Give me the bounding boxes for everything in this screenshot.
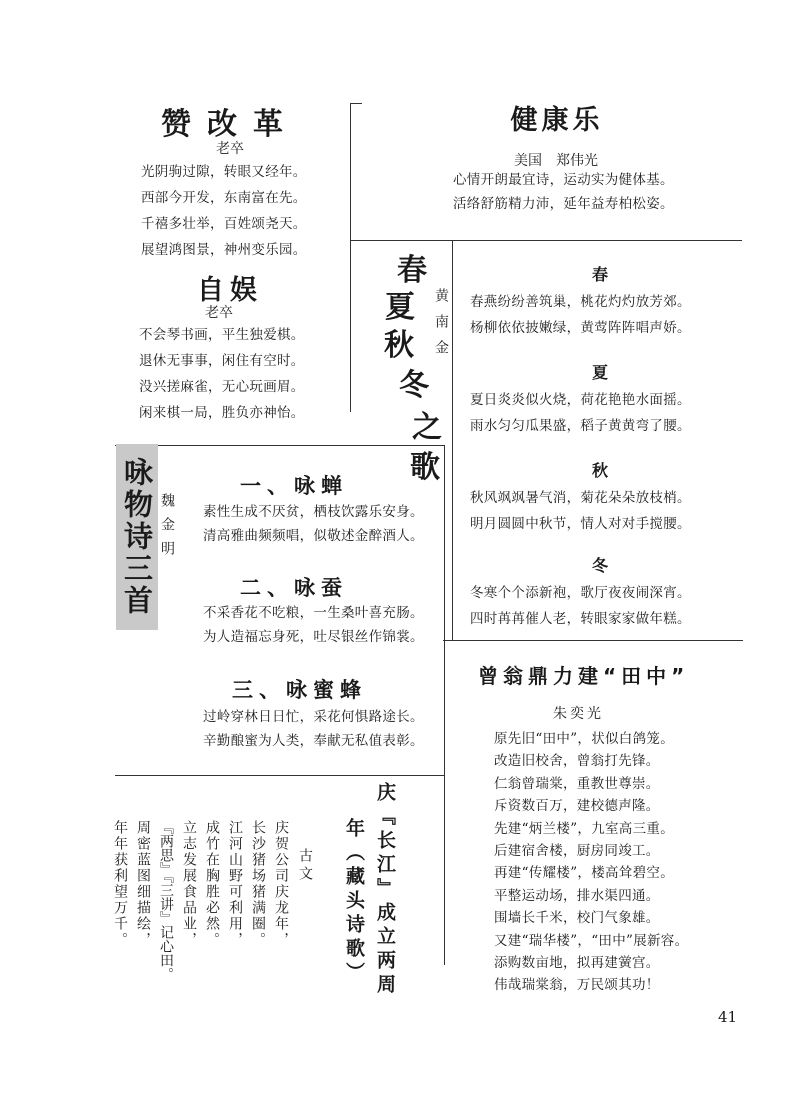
title-char-ge: 歌 (410, 450, 440, 485)
poem-title-yong-mifeng: 三、咏蜜蜂 (232, 678, 367, 702)
title-char-chun: 春 (397, 253, 427, 288)
poem-line: 过岭穿林日日忙，采花何惧路途长。 (203, 709, 424, 725)
poem-line: 秋风飒飒暑气消，菊花朵朵放枝梢。 (470, 490, 691, 506)
poem-line: 心情开朗最宜诗，运动实为健体基。 (453, 172, 674, 188)
poem-author-zengweng: 朱奕光 (553, 706, 604, 722)
season-title: 夏 (591, 363, 608, 382)
poem-line: 仁翁曾瑞棠，重教世尊崇。 (494, 775, 660, 792)
poem-author-yongwu: 魏金明 (159, 493, 175, 565)
divider-top-left-top (350, 103, 362, 104)
poem-line: 辛勤酿蜜为人类，奉献无私值表彰。 (203, 733, 424, 749)
poem-line: 先建“炳兰楼”，九室高三重。 (494, 820, 675, 837)
poem-line: 明月圆圆中秋节，情人对对手搅腰。 (470, 516, 691, 532)
poem-line: 原先旧“田中”，状似白鸽笼。 (494, 731, 675, 747)
page-number: 41 (718, 1008, 738, 1026)
poem-title-zi-yu: 自娱 (197, 275, 263, 306)
poem-title-yong-chan: 一、咏蝉 (240, 474, 348, 498)
poem-title-zan-gaige: 赞改革 (161, 107, 299, 142)
poem-col: 立志发展食品业， (181, 820, 197, 948)
poem-line: 杨柳依依披嫩绿，黄莺阵阵唱声娇。 (470, 320, 691, 336)
poem-line: 闲来棋一局，胜负亦神怡。 (139, 405, 305, 421)
poem-title-yongwu: 咏物诗三首 (120, 457, 154, 617)
season-title: 冬 (591, 556, 608, 575)
poem-body-zengweng (494, 728, 688, 997)
poem-line: 没兴搓麻雀，无心玩画眉。 (139, 379, 305, 395)
poem-line: 雨水匀匀瓜果盛，稻子黄黄弯了腰。 (470, 418, 691, 434)
poem-line: 春燕纷纷善筑巢，桃花灼灼放芳郊。 (470, 294, 691, 310)
poem-line: 伟哉瑞棠翁，万民颂其功！ (494, 977, 660, 994)
season-block-autumn (470, 458, 730, 537)
divider-yongwu-bottom (115, 775, 445, 776)
poem-col: 庆贺公司庆龙年， (273, 820, 289, 948)
season-title: 春 (591, 265, 608, 284)
title-char-dong: 冬 (399, 368, 429, 403)
poem-line: 围墙长千米，校门气象雄。 (494, 910, 660, 927)
poem-col: 年年获利望万千。 (112, 820, 128, 948)
poem-col: 成竹在胸胜必然。 (204, 820, 220, 948)
title-char-zhi: 之 (412, 410, 442, 445)
poem-line: 再建“传耀楼”，楼高耸碧空。 (494, 865, 675, 882)
poem-col: 江河山野可利用， (227, 820, 243, 948)
poem-author-jiankang: 美国 郑伟光 (514, 153, 598, 169)
poem-line: 千禧多壮举，百姓颂尧天。 (141, 216, 307, 232)
poem-col: 『两思』『三讲』记心田。 (158, 820, 174, 981)
poem-line: 活络舒筋精力沛，延年益寿柏松姿。 (453, 196, 674, 212)
season-block-winter (470, 553, 730, 632)
poem-body-zan-gaige (141, 159, 307, 263)
poem-line: 光阴驹过隙，转眼又经年。 (141, 164, 307, 180)
poem-col: 周密蓝图细描绘， (135, 820, 151, 948)
poem-line: 后建宿舍楼，厨房同竣工。 (494, 843, 660, 860)
poem-line: 不采香花不吃粮，一生桑叶喜充肠。 (203, 605, 424, 621)
poem-line: 又建“瑞华楼”，“田中”展新容。 (494, 932, 689, 949)
divider-horizontal-mid (350, 240, 742, 241)
poem-author-zan-gaige: 老卒 (216, 141, 244, 157)
divider-top-left-right (350, 103, 351, 240)
divider-season-left (452, 240, 453, 640)
poem-line: 不会琴书画，平生独爱棋。 (139, 327, 305, 343)
poem-title-zengweng: 曾翁鼎力建“田中” (478, 664, 690, 688)
poem-line: 四时苒苒催人老，转眼家家做年糕。 (470, 611, 691, 627)
poem-line: 平整运动场，排水渠四通。 (494, 887, 660, 904)
poem-line: 清高雅曲频频唱，似敬述金醉酒人。 (203, 528, 424, 544)
poem-body-jiankang (453, 168, 674, 216)
poem-line: 改造旧校舍，曾翁打先锋。 (494, 753, 660, 770)
title-char-xia: 夏 (385, 290, 415, 325)
poem-author-chunxia: 黄南金 (433, 288, 449, 366)
poem-line: 为人造福忘身死，吐尽银丝作锦裳。 (203, 629, 424, 645)
title-char-qiu: 秋 (384, 328, 414, 363)
divider-season-bottom (443, 640, 743, 641)
poem-line: 展望鸿图景，神州变乐园。 (141, 242, 307, 258)
poem-body-yong-chan (203, 500, 424, 548)
divider-yongwu-right (444, 445, 445, 775)
poem-body-zi-yu (139, 322, 305, 426)
poem-col: 长沙猪场猪满圈。 (250, 820, 266, 948)
season-block-summer (470, 360, 730, 439)
poem-line: 斥资数百万，建校德声隆。 (494, 798, 660, 815)
divider-left-box-top (115, 445, 445, 446)
poem-title-yong-can: 二、咏蚕 (240, 576, 348, 600)
poem-author-changjiang: 古文 (297, 848, 313, 884)
divider-left-block-right (350, 240, 351, 412)
poem-line: 冬寒个个添新袍，歌厅夜夜闹深宵。 (470, 585, 691, 601)
poem-author-zi-yu: 老卒 (205, 305, 233, 321)
poem-body-yong-can (203, 601, 424, 649)
poem-line: 西部今开发，东南富在先。 (141, 190, 307, 206)
yongwu-title-box (116, 444, 158, 630)
poem-title-changjiang-col1: 庆『长江』成立两周 (374, 782, 396, 998)
poem-line: 夏日炎炎似火烧，荷花艳艳水面摇。 (470, 392, 691, 408)
season-title: 秋 (591, 461, 608, 480)
season-block-spring (470, 262, 730, 341)
poem-body-yong-mifeng (203, 705, 424, 753)
poem-line: 退休无事事，闲住有空时。 (139, 353, 305, 369)
poem-title-jiankang: 健康乐 (510, 105, 604, 136)
poem-line: 素性生成不厌贫，栖枝饮露乐安身。 (203, 504, 424, 520)
poem-line: 添购数亩地，拟再建黉宫。 (494, 955, 660, 972)
poem-title-changjiang-col2: 年（藏头诗歌） (343, 818, 365, 986)
divider-bottom-left-right (444, 775, 445, 965)
